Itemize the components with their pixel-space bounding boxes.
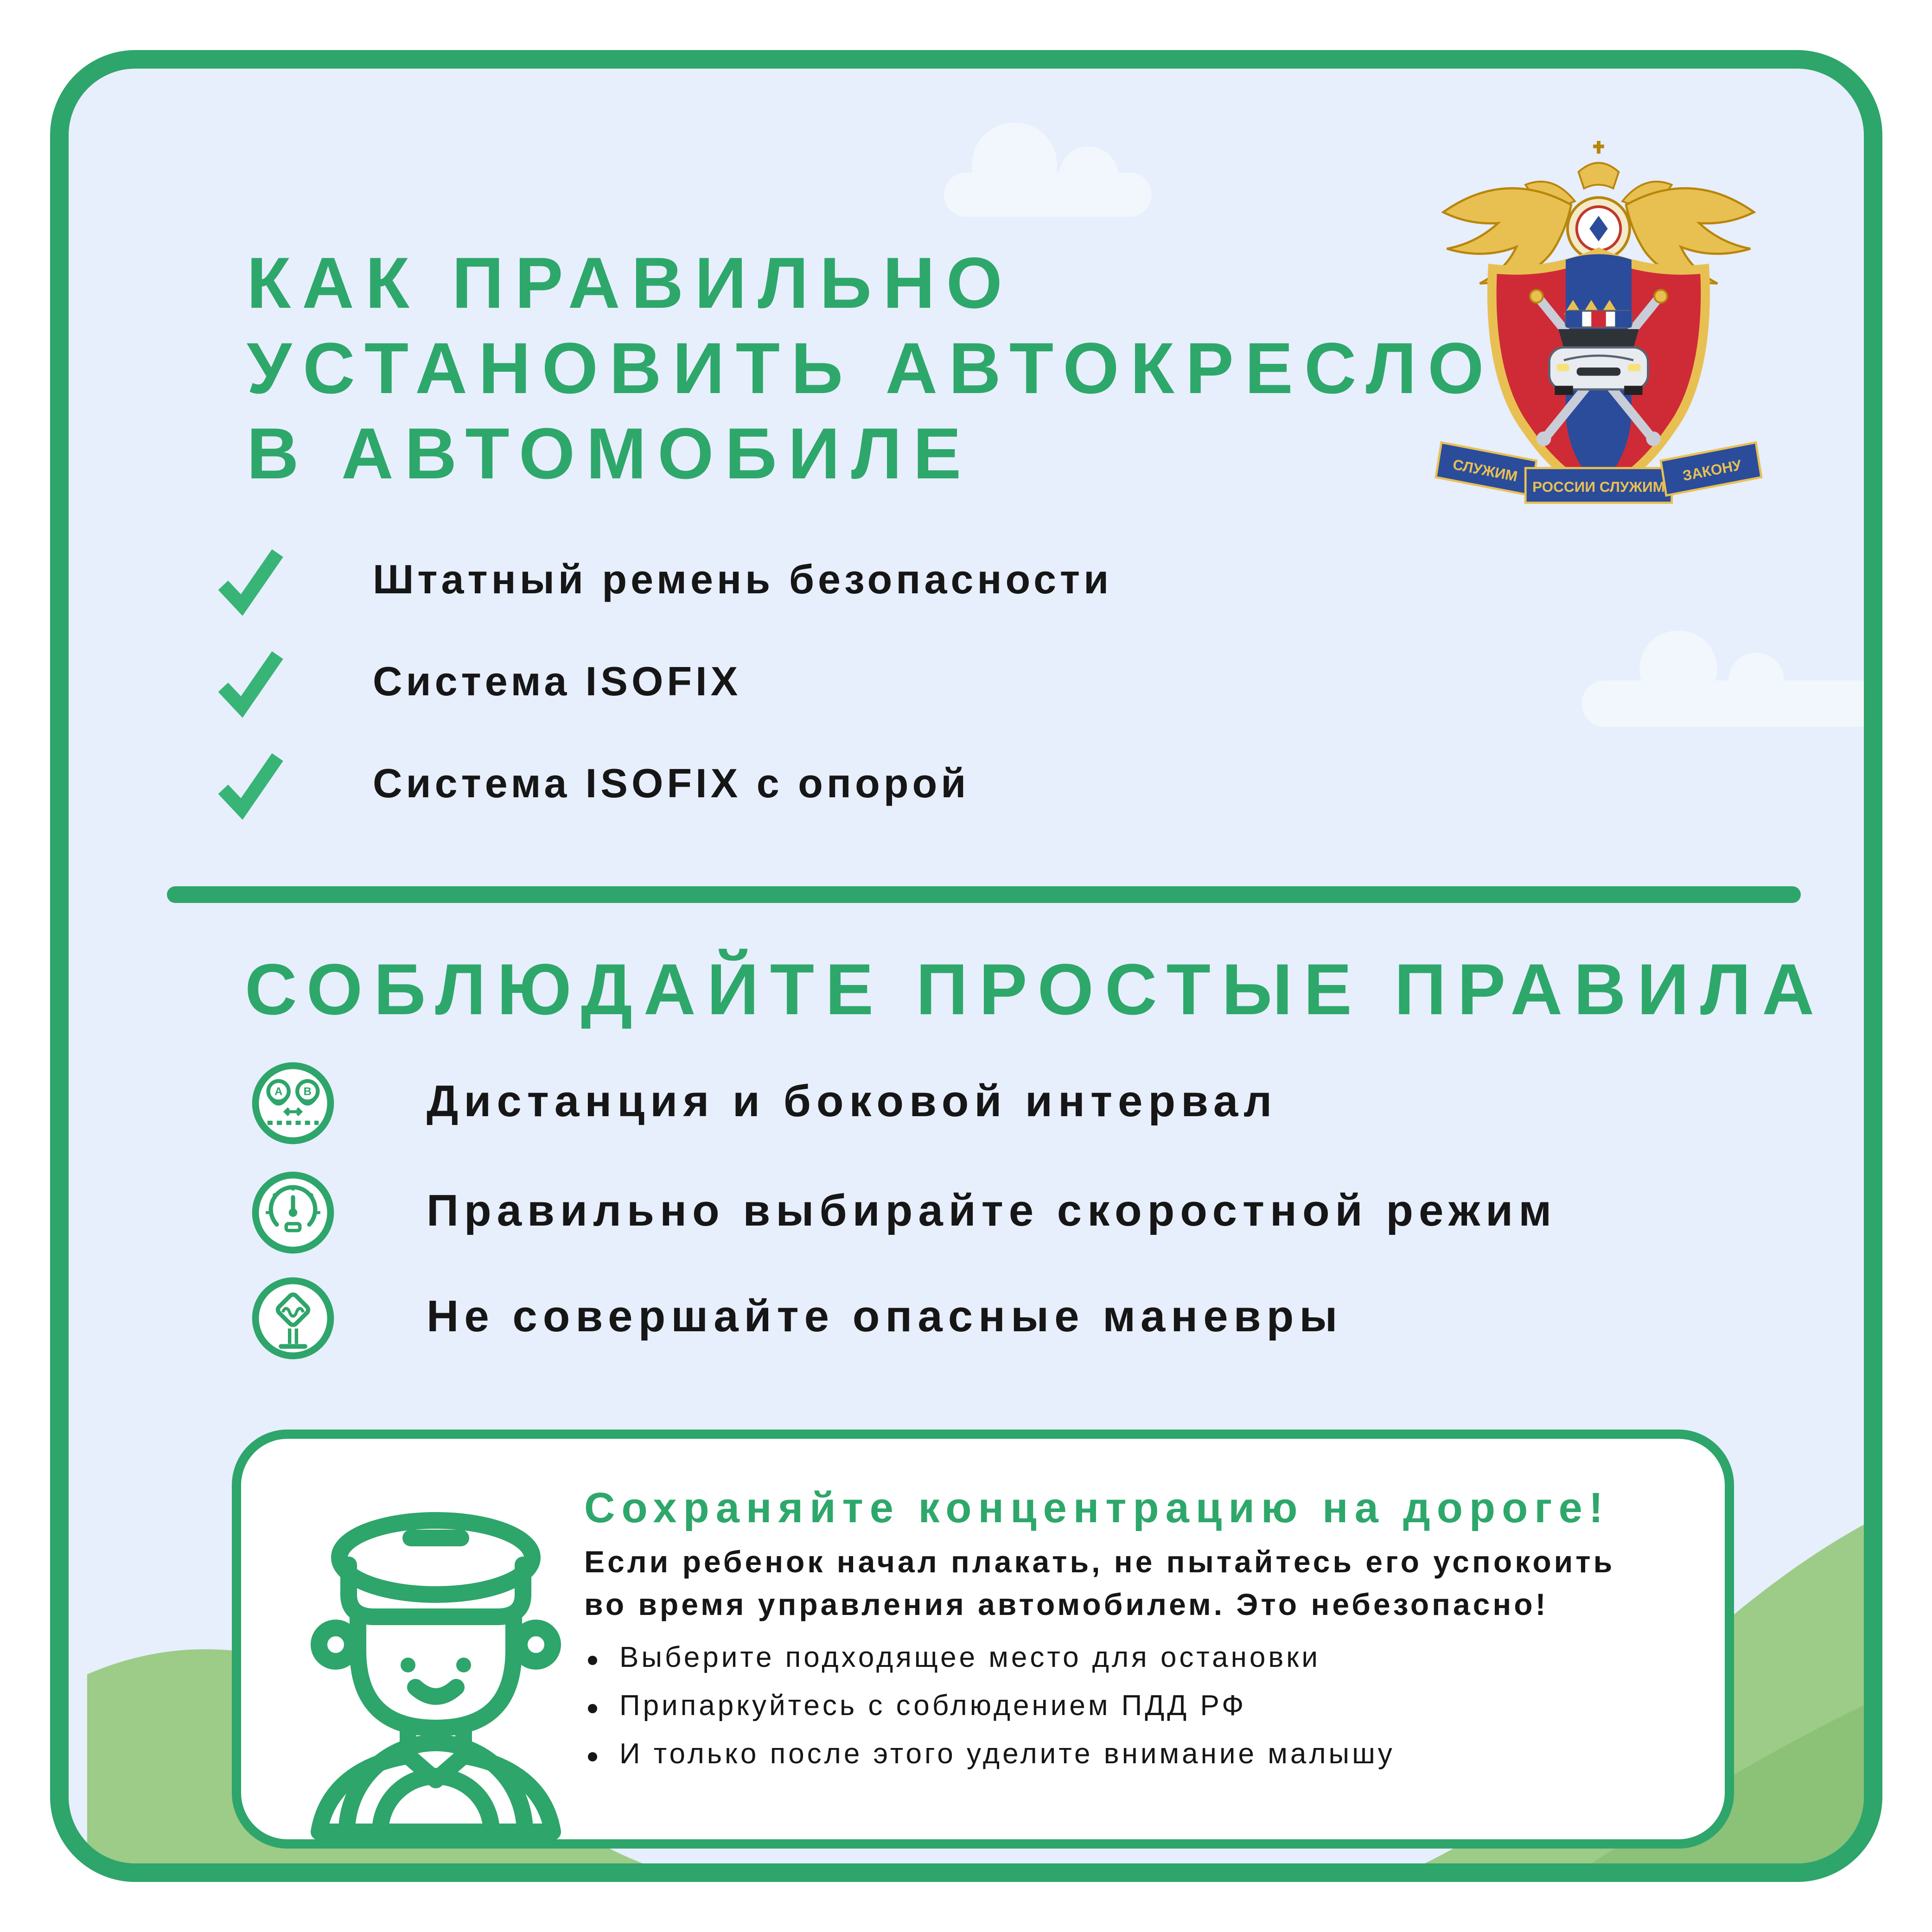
- rule-item: [250, 1059, 1277, 1148]
- section-divider: [167, 886, 1801, 903]
- speedometer-icon: [250, 1170, 336, 1255]
- title-line: КАК ПРАВИЛЬНО: [247, 245, 1014, 324]
- bullet-dot: [588, 1703, 597, 1712]
- info-text-line: во время управления автомобилем. Это небезопасно!: [584, 1589, 1549, 1622]
- distance-pins-icon: [250, 1061, 336, 1146]
- checkmark-icon: [213, 747, 287, 821]
- page-title: [247, 243, 1495, 499]
- police-officer-icon: [297, 1502, 575, 1839]
- info-heading: Сохраняйте концентрацию на дороге!: [584, 1483, 1610, 1532]
- bullet-text: Выберите подходящее место для остановки: [619, 1643, 1321, 1674]
- rule-label: Правильно выбирайте скоростной режим: [427, 1187, 1557, 1237]
- ribbon-label: РОССИИ СЛУЖИМ: [1532, 478, 1665, 495]
- checklist-item-label: Система ISOFIX с опорой: [373, 760, 970, 807]
- danger-sign-icon: [250, 1276, 336, 1361]
- checklist-item-label: Система ISOFIX: [373, 658, 742, 705]
- bullet-list-item: [588, 1635, 1395, 1684]
- ribbon-label: СЛУЖИМ: [1451, 456, 1519, 485]
- pin-a-label: A: [274, 1085, 283, 1098]
- cloud-icon: [944, 122, 1152, 217]
- rule-label: Не совершайте опасные маневры: [427, 1292, 1343, 1342]
- checkmark-icon: [213, 645, 287, 719]
- bullet-dot: [588, 1751, 597, 1760]
- rule-item: [250, 1168, 1557, 1257]
- section-heading: СОБЛЮДАЙТЕ ПРОСТЫЕ ПРАВИЛА: [245, 951, 1826, 1031]
- ribbon-label: ЗАКОНУ: [1681, 456, 1743, 484]
- title-line: В АВТОМОБИЛЕ: [247, 415, 973, 495]
- pin-b-label: B: [303, 1085, 312, 1098]
- bullet-list: [588, 1635, 1395, 1780]
- info-box: [232, 1430, 1734, 1849]
- poster-card: [50, 50, 1882, 1882]
- rule-label: Дистанция и боковой интервал: [427, 1077, 1278, 1127]
- gibdd-emblem: [1428, 139, 1766, 523]
- checkmark-icon: [213, 543, 287, 617]
- bullet-text: Припаркуйтесь с соблюдением ПДД РФ: [619, 1691, 1247, 1722]
- checklist-item: [213, 540, 1112, 621]
- cloud-icon: [1582, 630, 1882, 727]
- checklist-item: [213, 744, 969, 825]
- checklist-item-label: Штатный ремень безопасности: [373, 556, 1113, 603]
- info-text: [584, 1543, 1615, 1628]
- rule-item: [250, 1274, 1343, 1363]
- bullet-list-item: [588, 1684, 1395, 1732]
- title-line: УСТАНОВИТЬ АВТОКРЕСЛО: [247, 330, 1495, 410]
- bullet-dot: [588, 1655, 597, 1664]
- bullet-text: И только после этого уделите внимание малышу: [619, 1739, 1395, 1771]
- bullet-list-item: [588, 1732, 1395, 1780]
- info-text-line: Если ребенок начал плакать, не пытайтесь его успокоить: [584, 1546, 1615, 1580]
- checklist-item: [213, 642, 741, 723]
